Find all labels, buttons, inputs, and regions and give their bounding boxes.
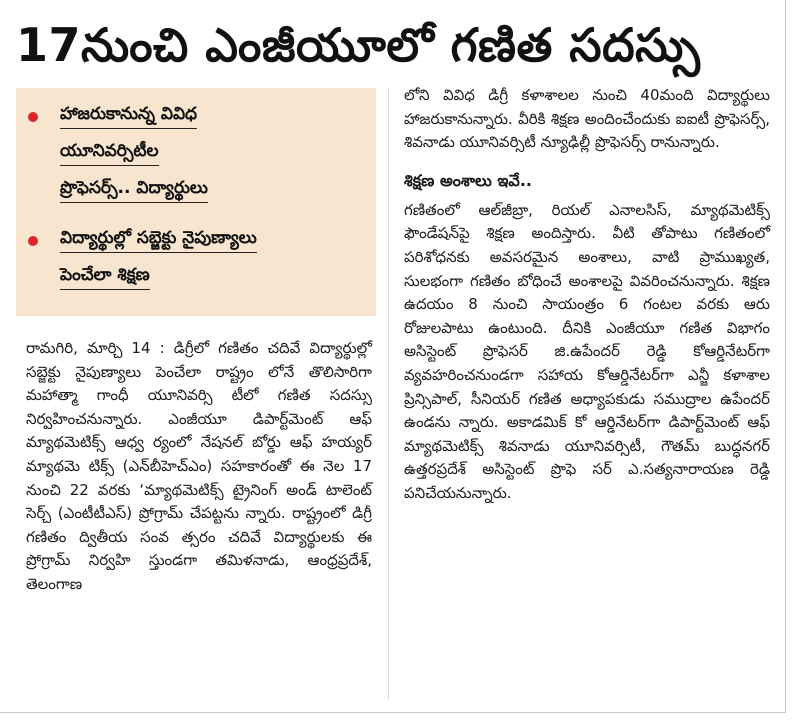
right-column-body: గణితంలో ఆల్‌జీబ్రా, రియల్ ఎనాలసిస్, మ్యాథమెటిక్స్ ఫౌండేషన్‌పై శిక్షణ అందిస్తారు. వీటి తోపాటు గణితంలో పరిశోధనకు అవసరమైన అంశాలు, వాటి ప్రాముఖ్యత, సులభంగా గణితం బోధించే అంశాలపై వివరించనున్నారు. శిక్షణ ఉదయం 8 నుంచి సాయంత్రం 6 గంటల వరకు ఆరు రోజులపాటు ఉంటుంది. దీనికి ఎంజీయూ గణిత విభాగం అసిస్టెంట్ ప్రొఫెసర్ జి.ఉపేందర్ రెడ్డి కోఆర్డినేటర్‌గా వ్యవహరించనుండగా సహాయ కోఆర్డినేటర్‌గా ఎన్జీ కళాశాల ప్రిన్సిపాల్, సీనియర్ గణిత అధ్యాపకుడు సముద్రాల ఉపేందర్ ఉండను న్నారు. అకాడమిక్ కో ఆర్డినేటర్‌గా డిపార్ట్‌మెంట్ ఆఫ్ మ్యాథమెటిక్స్ శివనాడు యూనివర్సిటీ, గౌతమ్ బుద్ధనగర్ ఉత్తరప్రదేశ్ అసిస్టెంట్ ప్రొఫె సర్ ఎ.సత్యనారాయణ రెడ్డి పనిచేయనున్నారు. (404, 200, 770, 502)
highlight-line: హాజరుకానున్న వివిధ (60, 100, 197, 129)
left-column-text: రామగిరి, మార్చి 14 : డిగ్రీలో గణితం చదివే విద్యార్థుల్లో సబ్జెక్టు నైపుణ్యాలు పెంచేలా రాష్ట్రం లోనే తొలిసారిగా మహాత్మా గాంధీ యూనివర్సి టీలో గణిత సదస్సు నిర్వహించనున్నారు. ఎంజీయూ డిపార్ట్‌మెంట్ ఆఫ్ మ్యాథమెటిక్స్ ఆధ్వ ర్యంలో నేషనల్ బోర్డు ఆఫ్ హయ్యర్ మ్యాథమె టిక్స్ (ఎన్‌బీహెచ్‌ఎం) సహకారంతో ఈ నెల 17 నుంచి 22 వరకు ‘మ్యాథమెటిక్స్ ట్రైనింగ్ అండ్ టాలెంట్ సెర్చ్ (ఎంటీటీఎస్) ప్రోగ్రామ్ చేపట్టను న్నారు. రాష్ట్రంలో డిగ్రీ గణితం ద్వితీయ సంవ త్సరం చదివే విద్యార్థులకు ఈ ప్రోగ్రామ్ నిర్వహి స్తుండగా తమిళనాడు, ఆంధ్రప్రదేశ్, తెలంగాణ (26, 339, 372, 593)
highlight-line: పెంచేలా శిక్షణ (60, 261, 150, 290)
subheading: శిక్షణ అంశాలు ఇవే.. (404, 170, 532, 190)
bullet-dot-icon (28, 112, 38, 122)
highlight-line: విద్యార్థుల్లో సబ్జెక్టు నైపుణ్యాలు (60, 224, 257, 253)
highlight-line: యూనివర్సిటీల (60, 137, 159, 166)
highlight-line: ప్రొఫెసర్స్.. విద్యార్థులు (60, 174, 208, 203)
headline: 17నుంచి ఎంజీయూలో గణిత సదస్సు (16, 18, 701, 72)
right-column (404, 84, 770, 506)
right-column-intro: లోని వివిధ డిగ్రీ కళాశాలల నుంచి 40మంది విద్యార్థులు హాజరుకానున్నారు. వీరికి శిక్షణ అందించేందుకు ఐఐటీ ప్రొఫెసర్స్, శివనాడు యూనివర్సిటీ న్యూఢిల్లీ ప్రొఫెసర్స్ రానున్నారు. (404, 86, 770, 152)
highlight-box (16, 88, 376, 316)
bullet-dot-icon (28, 236, 38, 246)
column-divider (388, 88, 389, 700)
